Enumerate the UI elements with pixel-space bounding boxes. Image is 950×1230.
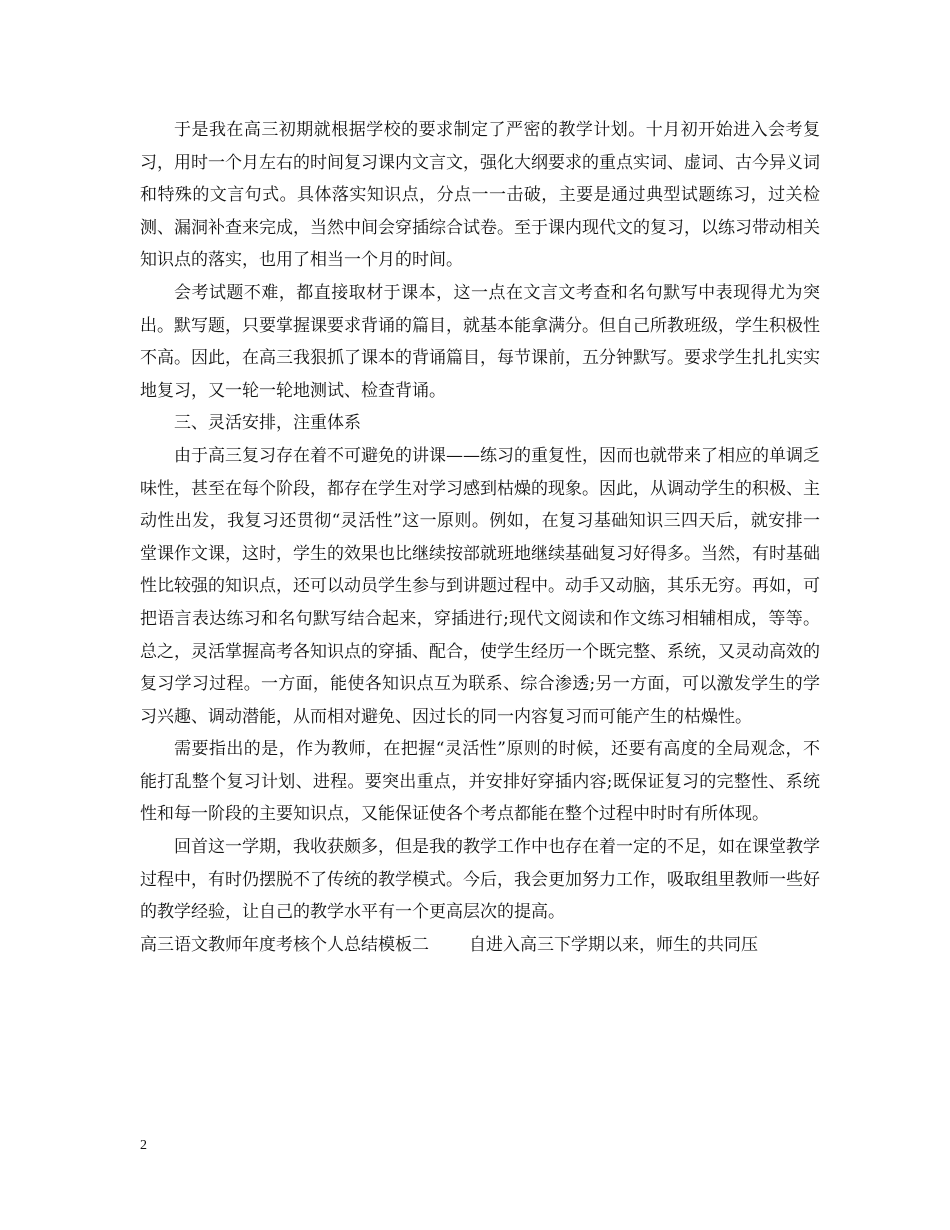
paragraph-teaching-plan: 于是我在高三初期就根据学校的要求制定了严密的教学计划。十月初开始进入会考复习，用时一个月左右的时间复习课内文言文，强化大纲要求的重点实词、虚词、古今异义词和特殊的文言句式。具体落实知识点，分点一一击破，主要是通过典型试题练习，过关检测、漏洞补查来完成，当然中间会穿插综合试卷。至于课内现代文的复习，以练习带动相关知识点的落实，也用了相当一个月的时间。	[140, 120, 820, 271]
paragraph-overall-view: 需要指出的是，作为教师，在把握“灵活性”原则的时候，还要有高度的全局观念，不能打乱整个复习计划、进程。要突出重点，并安排好穿插内容;既保证复习的完整性、系统性和每一阶段的主要知识点，又能保证使各个考点都能在整个过程中时时有所体现。	[140, 739, 820, 825]
next-template-title: 高三语文教师年度考核个人总结模板二	[140, 934, 429, 955]
next-template-line	[140, 929, 820, 962]
page-number: 2	[140, 1138, 147, 1153]
document-body	[140, 114, 820, 961]
section-heading-flexible: 三、灵活安排，注重体系	[174, 413, 361, 434]
paragraph-flexibility: 由于高三复习存在着不可避免的讲课——练习的重复性，因而也就带来了相应的单调乏味性，甚至在每个阶段，都存在学生对学习感到枯燥的现象。因此，从调动学生的积极、主动性出发，我复习还贯彻“灵活性”这一原则。例如，在复习基础知识三四天后，就安排一堂课作文课，这时，学生的效果也比继续按部就班地继续基础复习好得多。当然，有时基础性比较强的知识点，还可以动员学生参与到讲题过程中。动手又动脑，其乐无穷。再如，可把语言表达练习和名句默写结合起来，穿插进行;现代文阅读和作文练习相辅相成，等等。总之，灵活掌握高考各知识点的穿插、配合，使学生经历一个既完整、系统，又灵动高效的复习学习过程。一方面，能使各知识点互为联系、综合渗透;另一方面，可以激发学生的学习兴趣、调动潜能，从而相对避免、因过长的同一内容复习而可能产生的枯燥性。	[140, 445, 820, 727]
next-template-opening: 自进入高三下学期以来，师生的共同压	[469, 934, 758, 955]
paragraph-reflection: 回首这一学期，我收获颇多，但是我的教学工作中也存在着一定的不足，如在课堂教学过程中，有时仍摆脱不了传统的教学模式。今后，我会更加努力工作，吸取组里教师一些好的教学经验，让自己的教学水平有一个更高层次的提高。	[140, 837, 820, 923]
paragraph-exam-review: 会考试题不难，都直接取材于课本，这一点在文言文考查和名句默写中表现得尤为突出。默写题，只要掌握课要求背诵的篇目，就基本能拿满分。但自己所教班级，学生积极性不高。因此，在高三我狠抓了课本的背诵篇目，每节课前，五分钟默写。要求学生扎扎实实地复习，又一轮一轮地测试、检查背诵。	[140, 282, 820, 401]
